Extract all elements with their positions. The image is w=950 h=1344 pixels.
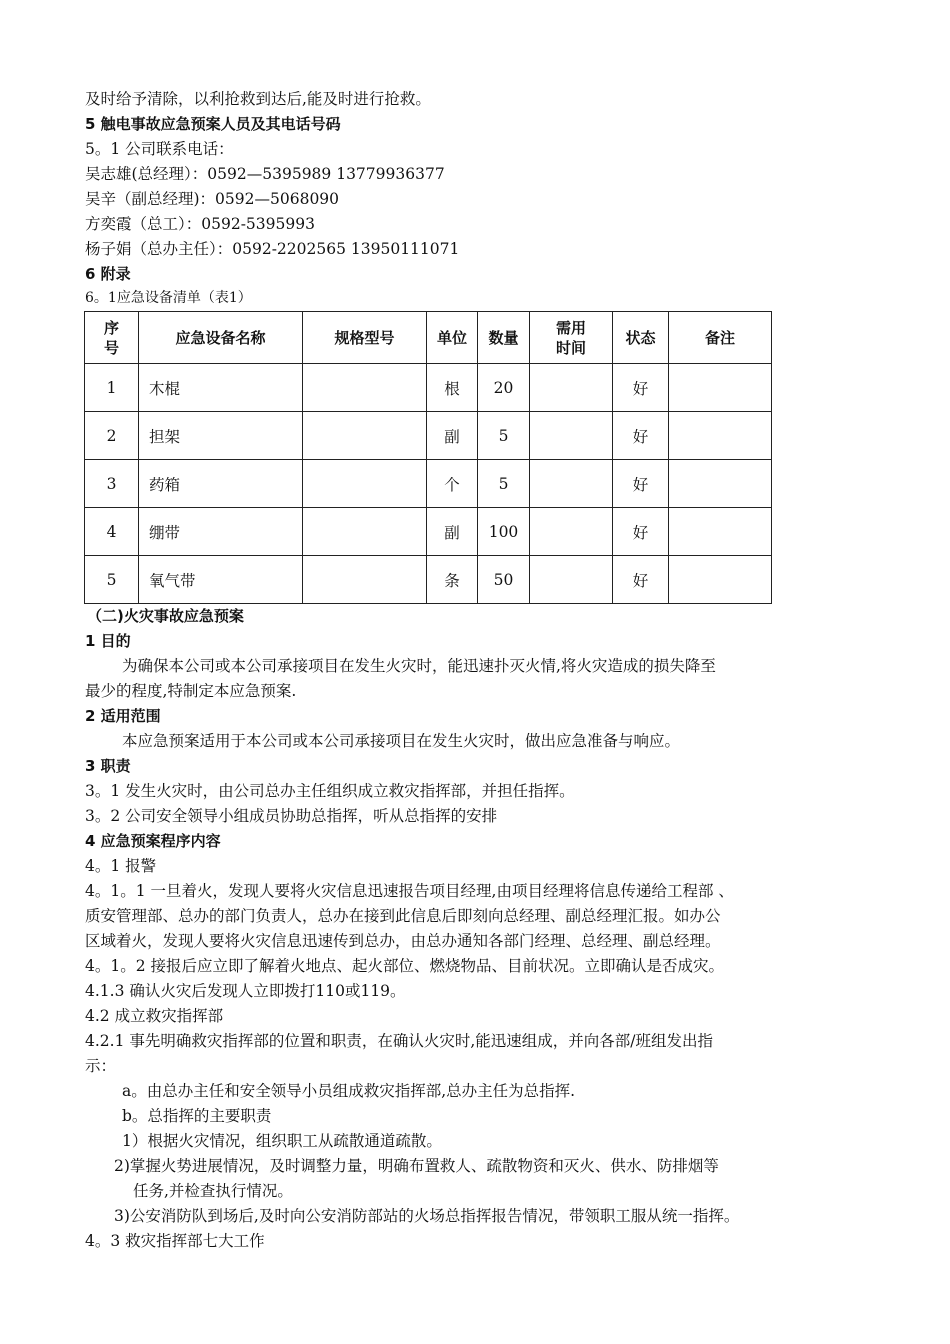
paragraph-line: 最少的程度,特制定本应急预案.	[85, 682, 297, 700]
table-cell	[530, 556, 613, 604]
header-cell: 需用 时间	[530, 312, 613, 364]
list-item: a。由总办主任和安全领导小员组成救灾指挥部,总办主任为总指挥.	[122, 1082, 576, 1100]
table-header-row	[85, 312, 772, 364]
contact-line: 杨子娟（总办主任）：0592-2202565 13950111071	[85, 240, 460, 258]
table-cell	[669, 364, 772, 412]
table-cell	[303, 556, 427, 604]
table-cell	[669, 556, 772, 604]
section-heading: 6 附录	[85, 265, 131, 283]
table-cell	[303, 460, 427, 508]
table-cell: 5	[478, 460, 530, 508]
table-cell	[303, 364, 427, 412]
table-cell: 副	[427, 508, 478, 556]
equipment-table	[84, 311, 772, 604]
table-cell	[669, 460, 772, 508]
table-cell	[530, 412, 613, 460]
table-cell: 3	[85, 460, 139, 508]
paragraph-line: 4.1.3 确认火灾后发现人立即拨打110或119。	[85, 982, 406, 1000]
list-item: 任务,并检查执行情况。	[133, 1182, 293, 1200]
paragraph-line: 4.2 成立救灾指挥部	[85, 1007, 224, 1025]
table-row	[85, 460, 772, 508]
table-cell: 药箱	[139, 460, 303, 508]
table-cell: 好	[613, 508, 669, 556]
table-cell: 好	[613, 556, 669, 604]
table-cell: 担架	[139, 412, 303, 460]
header-cell: 单位	[427, 312, 478, 364]
text-line: 及时给予清除，以利抢救到达后,能及时进行抢救。	[85, 90, 431, 108]
section-heading: 1 目的	[85, 632, 131, 650]
header-cell: 数量	[478, 312, 530, 364]
paragraph-line: 质安管理部、总办的部门负责人，总办在接到此信息后即刻向总经理、副总经理汇报。如办公	[85, 907, 721, 925]
table-cell: 条	[427, 556, 478, 604]
table-cell	[530, 364, 613, 412]
section-heading: 3 职责	[85, 757, 131, 775]
paragraph-line: 4。1。1 一旦着火，发现人要将火灾信息迅速报告项目经理,由项目经理将信息传递给工程部 、	[85, 882, 734, 900]
table-row	[85, 412, 772, 460]
table-cell: 5	[85, 556, 139, 604]
header-cell: 状态	[613, 312, 669, 364]
table-row	[85, 556, 772, 604]
table-cell: 氧气带	[139, 556, 303, 604]
list-item: 1）根据火灾情况，组织职工从疏散通道疏散。	[122, 1132, 442, 1150]
paragraph-line: 3。1 发生火灾时，由公司总办主任组织成立救灾指挥部，并担任指挥。	[85, 782, 575, 800]
header-cell: 序 号	[85, 312, 139, 364]
table-cell: 好	[613, 460, 669, 508]
section-heading: 4 应急预案程序内容	[85, 832, 221, 850]
contact-line: 方奕霞（总工）：0592-5395993	[85, 215, 315, 233]
table-cell	[530, 508, 613, 556]
list-item: b。总指挥的主要职责	[122, 1107, 272, 1125]
table-cell: 木棍	[139, 364, 303, 412]
table-cell: 根	[427, 364, 478, 412]
table-cell: 1	[85, 364, 139, 412]
table-cell	[530, 460, 613, 508]
table-cell: 100	[478, 508, 530, 556]
paragraph-line: 为确保本公司或本公司承接项目在发生火灾时，能迅速扑灭火情,将火灾造成的损失降至	[122, 657, 716, 675]
table-cell: 绷带	[139, 508, 303, 556]
contact-line: 吴志雄(总经理）：0592—5395989 13779936377	[85, 165, 445, 183]
section-heading: 5 触电事故应急预案人员及其电话号码	[85, 115, 341, 133]
paragraph-line: 本应急预案适用于本公司或本公司承接项目在发生火灾时，做出应急准备与响应。	[122, 732, 681, 750]
table-cell: 20	[478, 364, 530, 412]
table-caption: 6。1应急设备清单（表1）	[85, 290, 252, 306]
table-cell	[669, 412, 772, 460]
section-heading: 2 适用范围	[85, 707, 161, 725]
header-cell: 应急设备名称	[139, 312, 303, 364]
section-heading: （二)火灾事故应急预案	[87, 607, 244, 625]
table-cell: 4	[85, 508, 139, 556]
header-cell: 规格型号	[303, 312, 427, 364]
table-cell: 好	[613, 364, 669, 412]
table-cell: 个	[427, 460, 478, 508]
paragraph-line: 4。1。2 接报后应立即了解着火地点、起火部位、燃烧物品、目前状况。立即确认是否成灾。	[85, 957, 725, 975]
contact-line: 吴辛（副总经理)：0592—5068090	[85, 190, 340, 208]
table-cell: 2	[85, 412, 139, 460]
paragraph-line: 示：	[85, 1057, 117, 1075]
paragraph-line: 3。2 公司安全领导小组成员协助总指挥，听从总指挥的安排	[85, 807, 498, 825]
table-cell: 5	[478, 412, 530, 460]
table-cell: 50	[478, 556, 530, 604]
list-item: 3)公安消防队到场后,及时向公安消防部站的火场总指挥报告情况，带领职工服从统一指挥。	[114, 1207, 740, 1225]
table-cell: 好	[613, 412, 669, 460]
paragraph-line: 4。3 救灾指挥部七大工作	[85, 1232, 265, 1250]
table-cell	[303, 412, 427, 460]
table-cell	[303, 508, 427, 556]
text-line: 5。1 公司联系电话：	[85, 140, 234, 158]
table-cell: 副	[427, 412, 478, 460]
table-row	[85, 508, 772, 556]
table-row	[85, 364, 772, 412]
paragraph-line: 区域着火，发现人要将火灾信息迅速传到总办，由总办通知各部门经理、总经理、副总经理。	[85, 932, 721, 950]
table-cell	[669, 508, 772, 556]
list-item: 2)掌握火势进展情况，及时调整力量，明确布置救人、疏散物资和灭火、供水、防排烟等	[114, 1157, 719, 1175]
paragraph-line: 4。1 报警	[85, 857, 157, 875]
header-cell: 备注	[669, 312, 772, 364]
paragraph-line: 4.2.1 事先明确救灾指挥部的位置和职责，在确认火灾时,能迅速组成，并向各部/班组发出指	[85, 1032, 714, 1050]
